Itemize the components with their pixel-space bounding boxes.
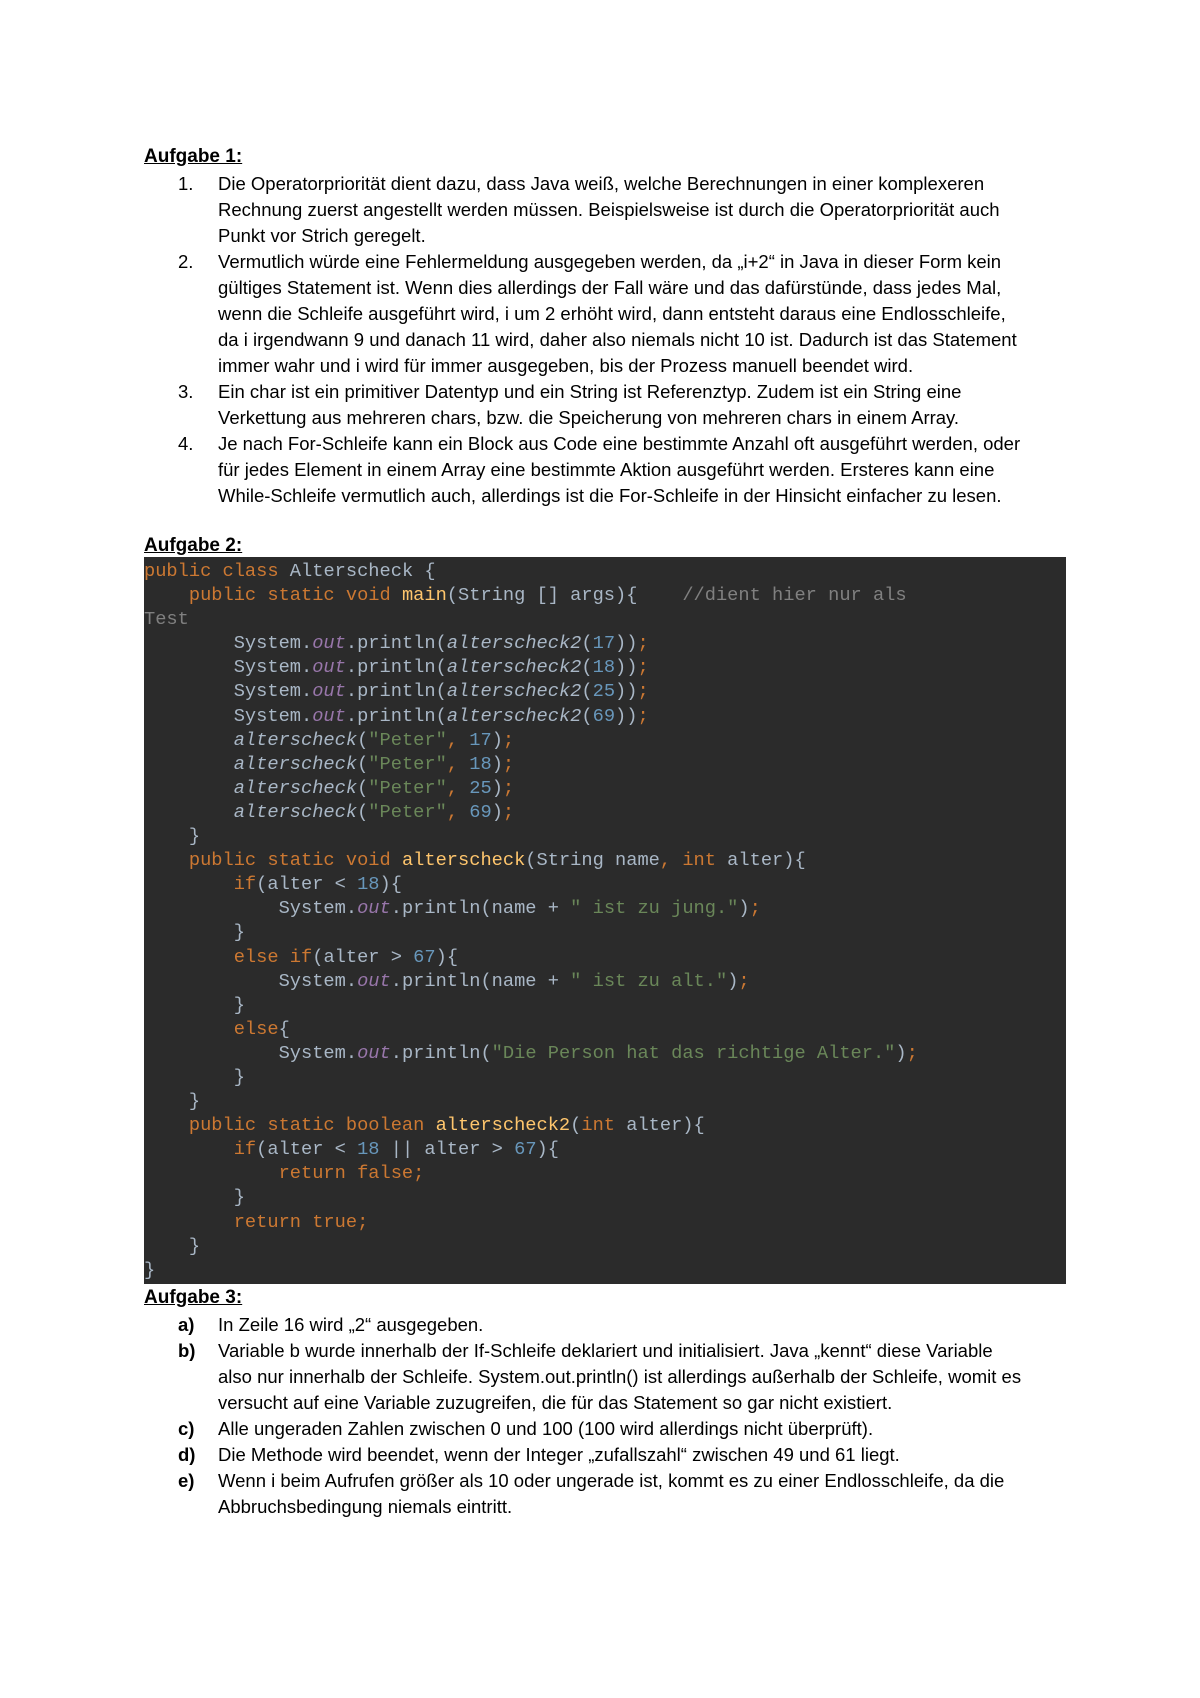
- code-token: }: [144, 921, 245, 944]
- code-line: [144, 896, 1066, 920]
- code-token: [144, 777, 234, 799]
- code-token: 18: [592, 656, 616, 679]
- list-item-number: d): [178, 1444, 196, 1465]
- code-token: out: [357, 1041, 391, 1064]
- code-token: ){: [435, 945, 459, 968]
- code-token: ): [895, 1041, 907, 1064]
- list-item: [144, 1338, 1064, 1416]
- code-token: System.: [144, 632, 313, 655]
- code-token: 18: [357, 873, 380, 896]
- code-line: [144, 993, 1066, 1017]
- code-token: ,: [446, 728, 470, 751]
- code-token: [144, 801, 234, 823]
- list-item-line: Verkettung aus mehreren chars, bzw. die Speicherung von mehreren chars in einem Array.: [218, 407, 960, 428]
- code-token: alter){: [727, 849, 806, 872]
- code-token: (: [357, 800, 369, 823]
- code-token: int: [581, 1114, 627, 1137]
- code-token: Alterscheck {: [289, 560, 436, 582]
- code-line: [144, 1210, 1066, 1234]
- list-item-number: b): [178, 1340, 196, 1361]
- list-item-number: e): [178, 1470, 195, 1491]
- code-line: [144, 1185, 1066, 1209]
- code-token: }: [144, 1090, 201, 1113]
- list-item-line: While-Schleife vermutlich auch, allerdings ist die For-Schleife in der Hinsicht einfacher zu lesen.: [218, 485, 1002, 506]
- list-item-line: Rechnung zuerst angestellt werden müssen. Beispielsweise ist durch die Operatorpriorität auch: [218, 199, 1000, 220]
- list-item: [144, 1442, 1064, 1468]
- list-item-line: versucht auf eine Variable zuzugreifen, die für das Statement so gar nicht existiert.: [218, 1392, 893, 1413]
- code-token: 69: [592, 704, 616, 727]
- code-token: (: [570, 1114, 582, 1137]
- list-item: [144, 431, 1064, 509]
- list-item-number: c): [178, 1418, 195, 1439]
- code-token: 18: [469, 752, 492, 775]
- code-token: ): [738, 897, 750, 920]
- list-item-number: 3.: [178, 381, 194, 402]
- list-item: [144, 249, 1064, 379]
- code-token: [144, 873, 234, 895]
- list-item: [144, 1468, 1064, 1520]
- code-token: System.: [144, 897, 358, 920]
- aufgabe2-heading: Aufgabe 2:: [144, 535, 243, 556]
- code-token: System.: [144, 969, 358, 992]
- code-token: .println(: [345, 632, 447, 655]
- list-item-number: a): [178, 1314, 195, 1335]
- code-token: ;: [502, 776, 515, 799]
- list-item-line: Abbruchsbedingung niemals eintritt.: [218, 1496, 513, 1517]
- list-item-line: Je nach For-Schleife kann ein Block aus Code eine bestimmte Anzahl oft ausgeführt werden, oder: [218, 433, 1021, 454]
- code-token: }: [144, 1258, 156, 1281]
- code-token: //dient hier nur als: [682, 584, 907, 607]
- code-token: }: [144, 1186, 245, 1209]
- list-item-line: Alle ungeraden Zahlen zwischen 0 und 100 (100 wird allerdings nicht überprüft).: [218, 1418, 874, 1439]
- list-item-line: Ein char ist ein primitiver Datentyp und ein String ist Referenztyp. Zudem ist ein String eine: [218, 381, 962, 402]
- code-token: ): [491, 800, 503, 823]
- code-token: else: [233, 1017, 279, 1040]
- code-token: "Peter": [368, 728, 447, 751]
- code-token: }: [144, 825, 201, 848]
- code-token: public class: [144, 560, 290, 582]
- code-line: [144, 848, 1066, 872]
- code-token: if: [233, 1138, 257, 1161]
- list-item-line: Wenn i beim Aufrufen größer als 10 oder ungerade ist, kommt es zu einer Endlosschleife, da die: [218, 1470, 1005, 1491]
- code-line: [144, 1017, 1066, 1041]
- code-token: out: [357, 969, 391, 992]
- code-token: 25: [469, 776, 492, 799]
- code-line: [144, 800, 1066, 824]
- list-item: [144, 1416, 1064, 1442]
- code-token: (String [] args){: [446, 584, 683, 607]
- code-token: " ist zu alt.": [570, 969, 728, 992]
- list-item-line: Punkt vor Strich geregelt.: [218, 225, 426, 246]
- code-token: public static void: [144, 849, 402, 872]
- code-line: [144, 1234, 1066, 1258]
- list-item-line: Die Methode wird beendet, wenn der Integer „zufallszahl“ zwischen 49 und 61 liegt.: [218, 1444, 900, 1465]
- code-token: "Peter": [368, 800, 447, 823]
- code-token: ){: [536, 1138, 559, 1161]
- code-token: return false;: [278, 1162, 425, 1185]
- code-token: 17: [592, 632, 616, 655]
- code-token: .println(: [390, 1041, 492, 1064]
- code-token: if: [233, 873, 257, 896]
- code-token: ,: [446, 800, 470, 823]
- code-line: [144, 1137, 1066, 1161]
- code-token: System.: [144, 704, 313, 727]
- code-token: int: [682, 849, 728, 872]
- code-token: alterscheck: [233, 800, 358, 823]
- list-item: [144, 379, 1064, 431]
- aufgabe1-heading: Aufgabe 1:: [144, 146, 243, 167]
- list-item-line: In Zeile 16 wird „2“ ausgegeben.: [218, 1314, 484, 1335]
- code-token: }: [144, 1234, 201, 1257]
- code-token: alter){: [626, 1114, 705, 1137]
- code-token: (: [357, 728, 369, 751]
- code-token: (: [581, 680, 593, 703]
- code-token: (: [357, 752, 369, 775]
- code-block: [144, 557, 1066, 1284]
- code-token: (: [357, 776, 369, 799]
- code-line: [144, 752, 1066, 776]
- code-token: ;: [906, 1041, 918, 1064]
- code-token: [144, 1138, 234, 1160]
- list-item-line: Die Operatorpriorität dient dazu, dass Java weiß, welche Berechnungen in einer komplexeren: [218, 173, 985, 194]
- code-token: ;: [637, 704, 649, 727]
- code-token: alterscheck: [233, 752, 358, 775]
- code-token: alterscheck2: [446, 656, 582, 679]
- code-token: ;: [637, 680, 649, 703]
- code-token: ,: [446, 752, 470, 775]
- code-token: alterscheck: [233, 776, 358, 799]
- code-line: [144, 1113, 1066, 1137]
- aufgabe3-list: [144, 1312, 1064, 1520]
- code-token: return true;: [233, 1210, 369, 1233]
- code-line: [144, 1161, 1066, 1185]
- code-token: System.: [144, 680, 313, 703]
- code-token: }: [144, 1065, 245, 1088]
- code-token: ): [727, 969, 739, 992]
- code-token: ;: [738, 969, 750, 992]
- code-token: .println(name +: [390, 969, 571, 992]
- code-token: || alter >: [379, 1138, 515, 1161]
- code-token: (alter >: [312, 945, 414, 968]
- code-token: [144, 1018, 234, 1040]
- code-token: ){: [379, 873, 402, 896]
- code-line: [144, 824, 1066, 848]
- code-line: [144, 776, 1066, 800]
- code-token: out: [312, 656, 346, 679]
- list-item-number: 1.: [178, 173, 194, 194]
- code-line: [144, 559, 1066, 583]
- code-token: 18: [357, 1138, 380, 1161]
- code-token: .println(: [345, 704, 447, 727]
- code-line: [144, 1065, 1066, 1089]
- code-line: [144, 1041, 1066, 1065]
- code-line: [144, 1089, 1066, 1113]
- code-token: ;: [502, 800, 515, 823]
- code-token: ;: [502, 728, 515, 751]
- list-item: [144, 171, 1064, 249]
- code-token: out: [312, 680, 346, 703]
- code-token: )): [615, 632, 638, 655]
- code-token: alterscheck2: [435, 1114, 571, 1137]
- list-item-line: gültiges Statement ist. Wenn dies allerdings der Fall wäre und das dafürstünde, dass jedes Mal,: [218, 277, 1002, 298]
- code-line: [144, 655, 1066, 679]
- code-token: )): [615, 656, 638, 679]
- code-token: ;: [637, 656, 649, 679]
- code-token: (alter <: [256, 873, 358, 896]
- code-token: " ist zu jung.": [570, 897, 739, 920]
- code-token: 67: [413, 945, 436, 968]
- code-token: ;: [502, 752, 515, 775]
- code-token: Test: [144, 608, 189, 631]
- code-token: )): [615, 704, 638, 727]
- code-token: ): [491, 728, 503, 751]
- code-token: else if: [233, 945, 313, 968]
- code-token: .println(: [345, 680, 447, 703]
- code-line: [144, 607, 1066, 631]
- code-token: out: [312, 704, 346, 727]
- code-token: (String name: [525, 849, 660, 872]
- code-token: [144, 753, 234, 775]
- code-token: .println(: [345, 656, 447, 679]
- code-line: [144, 679, 1066, 703]
- list-item-line: da i irgendwann 9 und danach 11 wird, daher also niemals nicht 10 ist. Dadurch ist das Statement: [218, 329, 1017, 350]
- code-line: [144, 872, 1066, 896]
- code-token: main: [401, 584, 447, 607]
- code-token: (alter <: [256, 1138, 358, 1161]
- code-token: [144, 1162, 279, 1184]
- code-token: [144, 1211, 234, 1233]
- list-item-line: wenn die Schleife ausgeführt wird, i um 2 erhöht wird, dann entsteht daraus eine Endlosschleife,: [218, 303, 1006, 324]
- code-token: 17: [469, 728, 492, 751]
- code-token: (: [581, 632, 593, 655]
- code-token: out: [312, 632, 346, 655]
- code-token: {: [278, 1017, 290, 1040]
- list-item-line: also nur innerhalb der Schleife. System.out.println() ist allerdings außerhalb der Schleife, womit es: [218, 1366, 1022, 1387]
- code-token: alterscheck: [401, 849, 526, 872]
- list-item-line: für jedes Element in einem Array eine bestimmte Aktion ausgeführt werden. Ersteres kann eine: [218, 459, 995, 480]
- code-token: ,: [446, 776, 470, 799]
- code-token: )): [615, 680, 638, 703]
- code-token: System.: [144, 656, 313, 679]
- code-token: [144, 729, 234, 751]
- code-token: alterscheck2: [446, 704, 582, 727]
- code-line: [144, 631, 1066, 655]
- code-token: }: [144, 993, 245, 1016]
- code-token: (: [581, 704, 593, 727]
- code-token: "Peter": [368, 776, 447, 799]
- code-token: ): [491, 776, 503, 799]
- code-token: 67: [514, 1138, 537, 1161]
- code-token: ): [491, 752, 503, 775]
- code-line: [144, 583, 1066, 607]
- code-token: .println(name +: [390, 897, 571, 920]
- code-token: alterscheck2: [446, 680, 582, 703]
- code-line: [144, 920, 1066, 944]
- code-token: [144, 946, 234, 968]
- code-token: alterscheck2: [446, 632, 582, 655]
- code-token: public static void: [144, 584, 402, 607]
- aufgabe3-heading: Aufgabe 3:: [144, 1287, 243, 1308]
- code-line: [144, 728, 1066, 752]
- list-item: [144, 1312, 1064, 1338]
- list-item-number: 4.: [178, 433, 194, 454]
- code-token: "Die Person hat das richtige Alter.": [491, 1041, 896, 1064]
- code-line: [144, 1258, 1066, 1282]
- code-token: public static boolean: [144, 1114, 436, 1137]
- code-token: ;: [637, 632, 649, 655]
- code-line: [144, 945, 1066, 969]
- code-token: ,: [659, 849, 683, 872]
- list-item-line: Vermutlich würde eine Fehlermeldung ausgegeben werden, da „i+2“ in Java in dieser Form kein: [218, 251, 1002, 272]
- code-token: out: [357, 897, 391, 920]
- list-item-line: Variable b wurde innerhalb der If-Schleife deklariert und initialisiert. Java „kennt“ diese Variable: [218, 1340, 993, 1361]
- list-item-line: immer wahr und i wird für immer ausgegeben, bis der Prozess manuell beendet wird.: [218, 355, 914, 376]
- code-token: (: [581, 656, 593, 679]
- list-item-number: 2.: [178, 251, 194, 272]
- code-line: [144, 704, 1066, 728]
- aufgabe1-list: [144, 171, 1064, 509]
- code-token: 69: [469, 800, 492, 823]
- code-token: ;: [749, 897, 761, 920]
- code-line: [144, 969, 1066, 993]
- code-token: System.: [144, 1041, 358, 1064]
- code-token: 25: [592, 680, 616, 703]
- code-token: alterscheck: [233, 728, 358, 751]
- code-token: "Peter": [368, 752, 447, 775]
